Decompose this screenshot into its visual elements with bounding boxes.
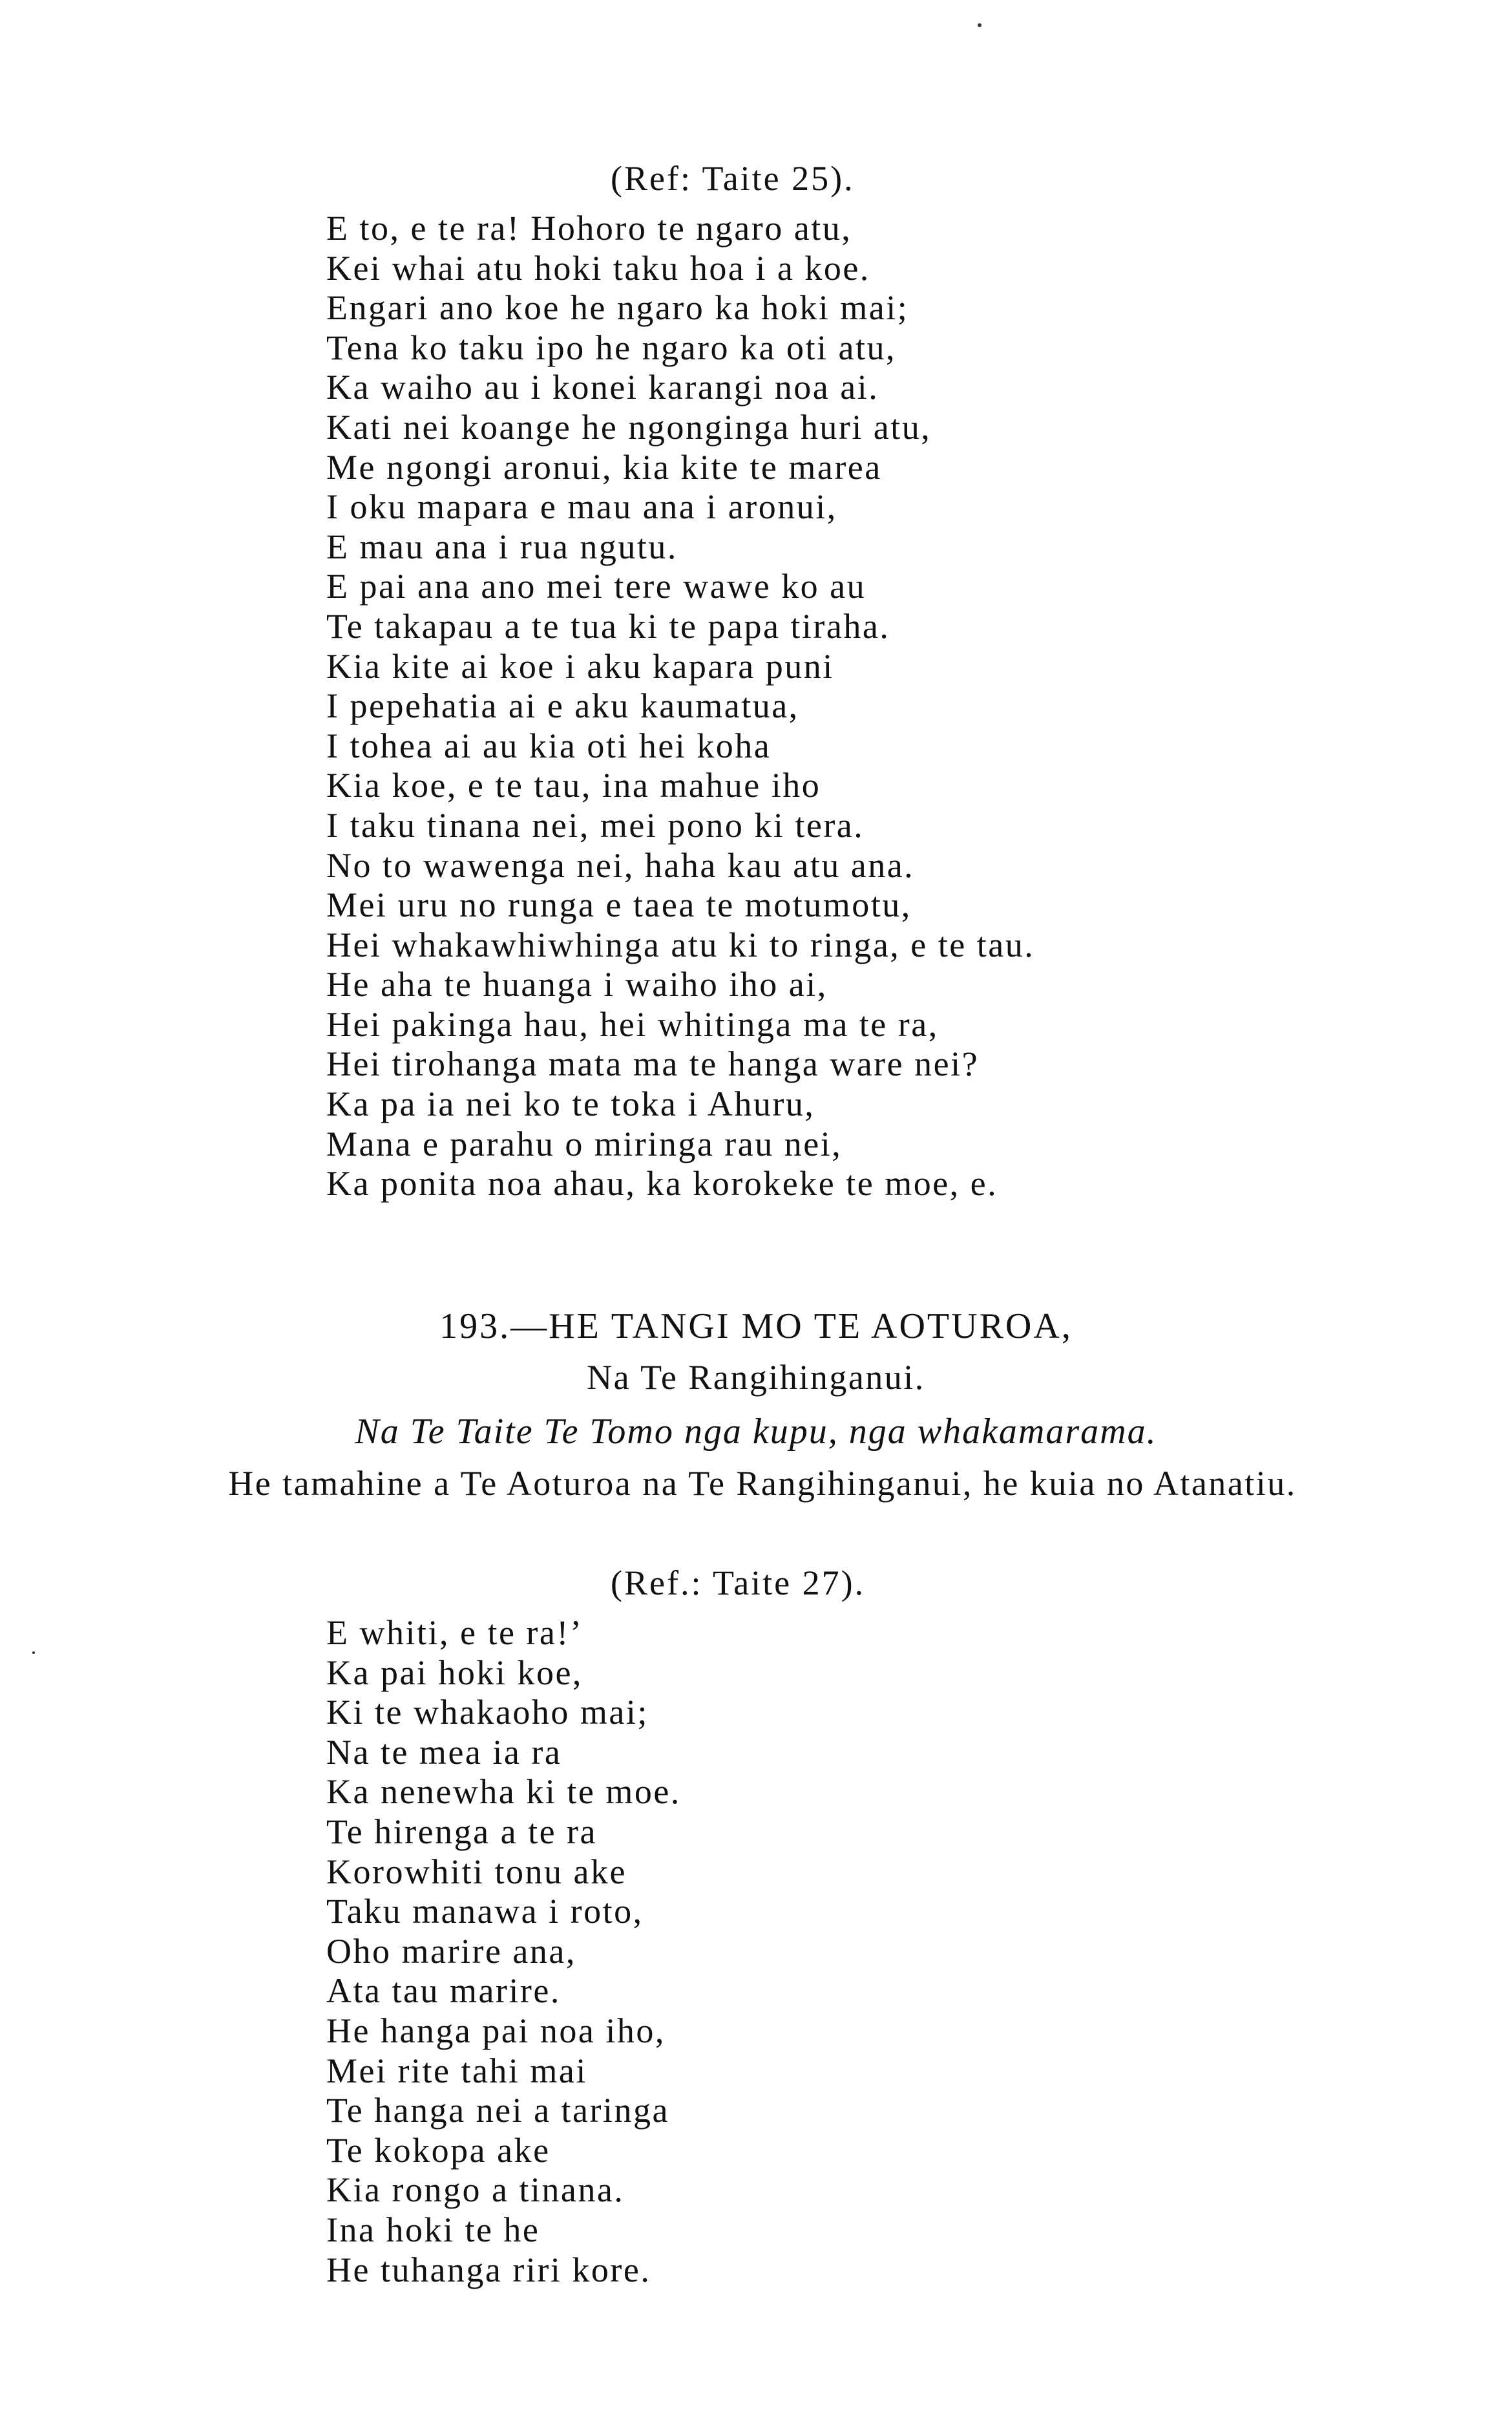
verse-line: I pepehatia ai e aku kaumatua, bbox=[326, 686, 799, 726]
verse-line: Ka nenewha ki te moe. bbox=[326, 1772, 681, 1812]
verse-line: E whiti, e te ra!’ bbox=[326, 1613, 583, 1652]
verse-line: Tena ko taku ipo he ngaro ka oti atu, bbox=[326, 328, 896, 367]
verse-line: Kia kite ai koe i aku kapara puni bbox=[326, 646, 834, 686]
explanatory-note: He tamahine a Te Aoturoa na Te Rangihinganui, he kuia no Atanatiu. bbox=[228, 1464, 1297, 1503]
verse-line: Ata tau marire. bbox=[326, 1971, 561, 2011]
verse-line: He hanga pai noa iho, bbox=[326, 2011, 666, 2050]
verse-line: Me ngongi aronui, kia kite te marea bbox=[326, 447, 882, 487]
verse-line: Ka ponita noa ahau, ka korokeke te moe, e. bbox=[326, 1164, 998, 1203]
verse-line: Mei uru no runga e taea te motumotu, bbox=[326, 885, 912, 925]
verse-line: Kia rongo a tinana. bbox=[326, 2170, 625, 2210]
verse-line: E mau ana i rua ngutu. bbox=[326, 527, 678, 566]
verse-line: Ka waiho au i konei karangi noa ai. bbox=[326, 368, 879, 407]
verse-line: Mana e parahu o miringa rau nei, bbox=[326, 1124, 843, 1163]
page-speck bbox=[32, 1651, 35, 1654]
verse-line: Na te mea ia ra bbox=[326, 1732, 562, 1772]
verse-line: I tohea ai au kia oti hei koha bbox=[326, 726, 772, 765]
editor-credit: Na Te Taite Te Tomo nga kupu, nga whakamarama. bbox=[355, 1412, 1157, 1452]
verse-line: Kia koe, e te tau, ina mahue iho bbox=[326, 766, 821, 805]
verse-line: Taku manawa i roto, bbox=[326, 1892, 644, 1931]
verse-line: Ka pa ia nei ko te toka i Ahuru, bbox=[326, 1085, 815, 1124]
poem-verse bbox=[326, 1613, 681, 2290]
verse-line: Te hirenga a te ra bbox=[326, 1812, 597, 1851]
page-speck bbox=[978, 23, 982, 27]
verse-line: Te kokopa ake bbox=[326, 2130, 551, 2170]
verse-line: Ka pai hoki koe, bbox=[326, 1653, 583, 1692]
poem-verse bbox=[326, 209, 1034, 1204]
verse-line: He aha te huanga i waiho iho ai, bbox=[326, 965, 828, 1004]
verse-line: I taku tinana nei, mei pono ki tera. bbox=[326, 805, 865, 845]
verse-line: I oku mapara e mau ana i aronui, bbox=[326, 487, 837, 527]
verse-line: Hei whakawhiwhinga atu ki to ringa, e te tau. bbox=[326, 925, 1035, 964]
verse-line: Kei whai atu hoki taku hoa i a koe. bbox=[326, 248, 870, 288]
verse-line: Te hanga nei a taringa bbox=[326, 2091, 669, 2130]
verse-line: He tuhanga riri kore. bbox=[326, 2250, 651, 2289]
composer-credit: Na Te Rangihinganui. bbox=[587, 1358, 925, 1397]
verse-line: Te takapau a te tua ki te papa tiraha. bbox=[326, 606, 890, 646]
verse-line: Korowhiti tonu ake bbox=[326, 1852, 627, 1891]
reference-note: (Ref: Taite 25). bbox=[611, 159, 855, 198]
verse-line: Ki te whakaoho mai; bbox=[326, 1693, 649, 1732]
verse-line: E pai ana ano mei tere wawe ko au bbox=[326, 567, 866, 606]
song-title: 193.—HE TANGI MO TE AOTUROA, bbox=[439, 1306, 1073, 1346]
verse-line: Engari ano koe he ngaro ka hoki mai; bbox=[326, 288, 909, 328]
verse-line: Hei tirohanga mata ma te hanga ware nei? bbox=[326, 1044, 980, 1084]
verse-line: Hei pakinga hau, hei whitinga ma te ra, bbox=[326, 1004, 939, 1044]
reference-note: (Ref.: Taite 27). bbox=[611, 1563, 866, 1602]
verse-line: Oho marire ana, bbox=[326, 1931, 576, 1971]
verse-line: No to wawenga nei, haha kau atu ana. bbox=[326, 845, 915, 885]
verse-line: Ina hoki te he bbox=[326, 2210, 540, 2249]
verse-line: Mei rite tahi mai bbox=[326, 2051, 587, 2090]
verse-line: Kati nei koange he ngonginga huri atu, bbox=[326, 407, 932, 447]
verse-line: E to, e te ra! Hohoro te ngaro atu, bbox=[326, 209, 852, 248]
